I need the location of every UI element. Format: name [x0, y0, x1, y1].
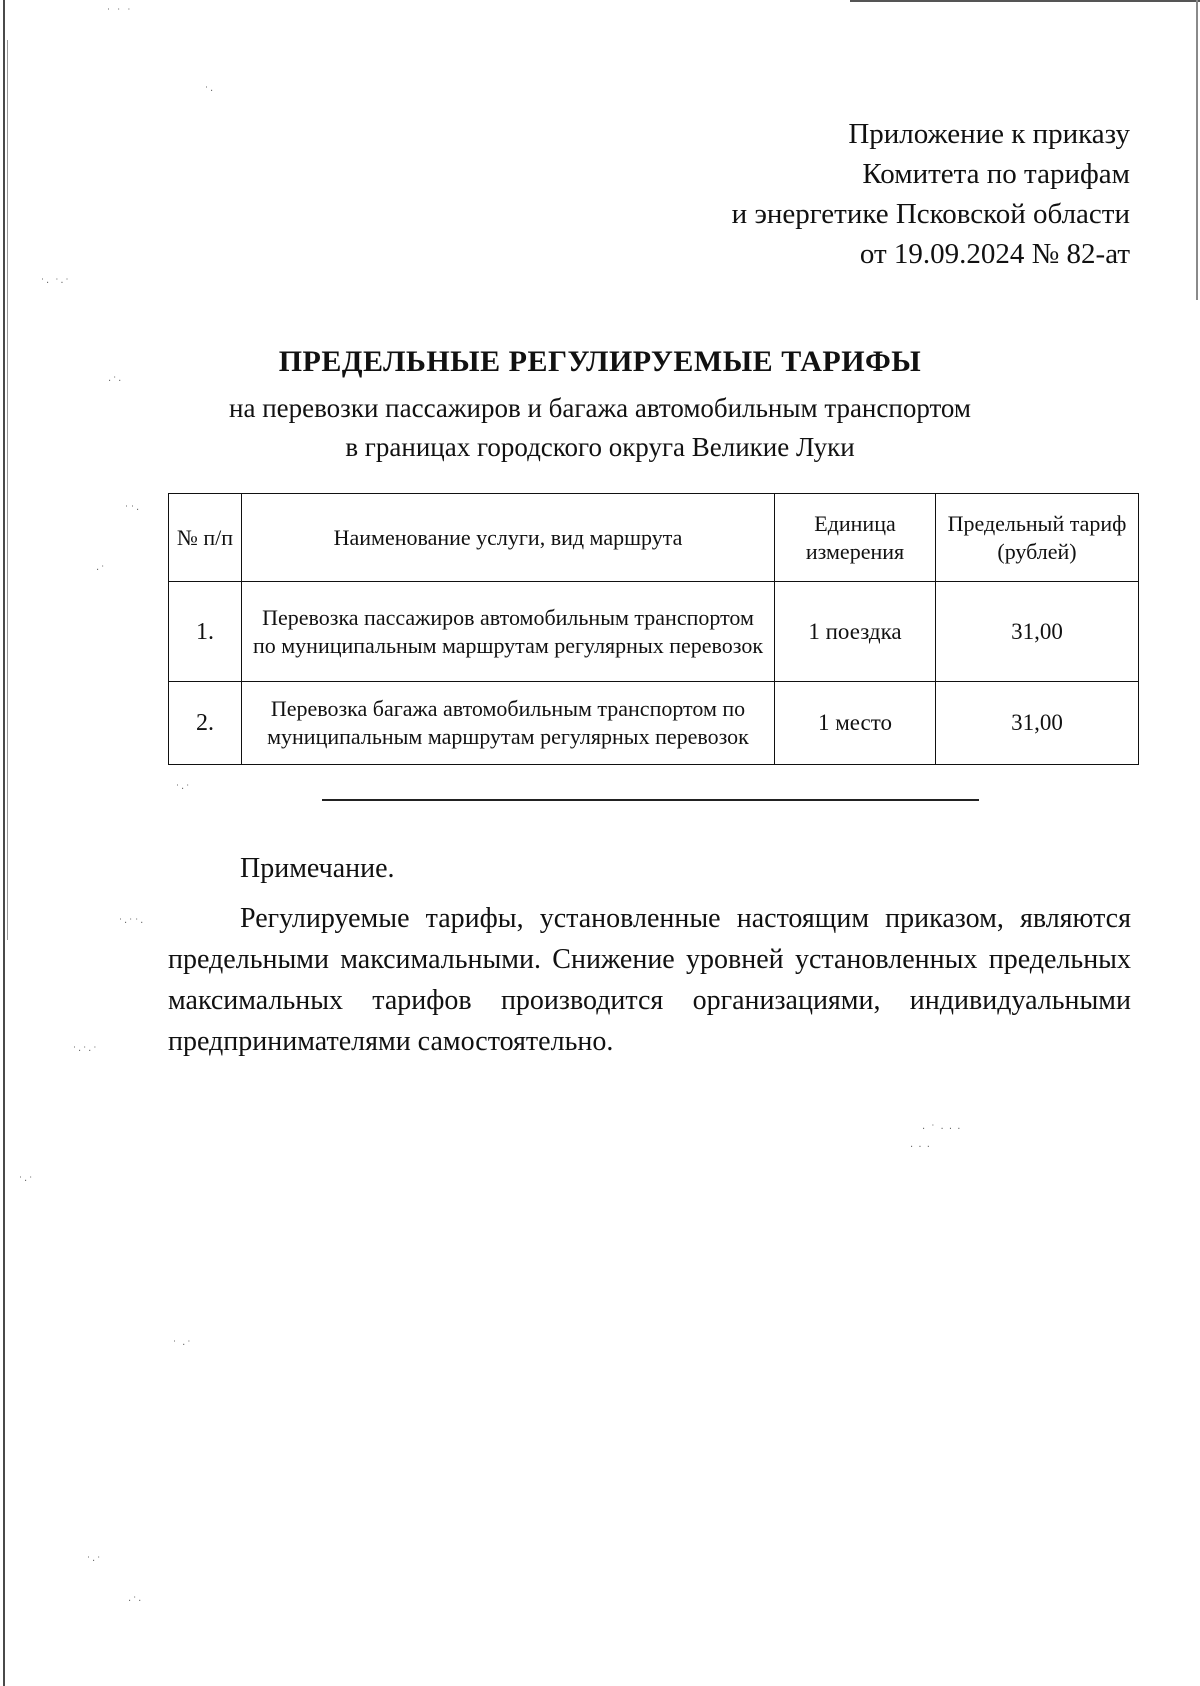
- appendix-header: [530, 114, 1130, 274]
- scan-speck: ˙˙·: [124, 505, 141, 516]
- separator-line: [322, 799, 979, 801]
- scan-speck: ·˙: [96, 565, 107, 576]
- unit-of-measure: 1 место: [775, 682, 936, 765]
- document-title: ПРЕДЕЛЬНЫЕ РЕГУЛИРУЕМЫЕ ТАРИФЫ: [278, 345, 922, 378]
- table-row: [169, 582, 1139, 682]
- scan-speck: ˙ ·˙: [172, 1340, 193, 1351]
- committee-line: Комитета по тарифам: [862, 158, 1130, 190]
- scan-edge-left: [3, 0, 5, 1686]
- row-number: 2.: [169, 682, 242, 765]
- scan-speck: · ˙ · · ·: [922, 1124, 962, 1135]
- scan-speck: ˙·: [204, 86, 215, 97]
- note-label: Примечание.: [240, 853, 395, 884]
- row-number: 1.: [169, 582, 242, 682]
- scan-speck: ·˙·: [108, 376, 123, 387]
- column-header-number: № п/п: [169, 494, 242, 582]
- scan-speck: ˙· ˙·˙: [40, 278, 71, 289]
- scan-speck: ˙·˙: [86, 1556, 103, 1567]
- unit-of-measure: 1 поездка: [775, 582, 936, 682]
- scan-edge-left-shadow: [7, 40, 8, 940]
- tariff-table: [168, 493, 1139, 765]
- document-subtitle-line2: в границах городского округа Великие Луки: [345, 432, 855, 462]
- scan-edge-right: [1196, 0, 1198, 300]
- scan-speck: ˙·˙: [18, 1176, 35, 1187]
- order-date-line: от 19.09.2024 № 82-ат: [859, 238, 1130, 270]
- scan-edge-top: [850, 0, 1200, 2]
- appendix-line: Приложение к приказу: [848, 118, 1130, 150]
- scan-speck: ·˙·: [128, 1596, 143, 1607]
- column-header-unit: Единица измерения: [775, 494, 936, 582]
- scan-speck: · · ·: [910, 1142, 931, 1153]
- column-header-tariff: Предельный тариф (рублей): [936, 494, 1139, 582]
- scan-speck: ˙ ˙ ˙: [106, 8, 133, 19]
- scan-speck: ˙·˙: [175, 784, 192, 795]
- tariff-value: 31,00: [936, 582, 1139, 682]
- service-name: Перевозка пассажиров автомобильным транспортом по муниципальным маршрутам регулярных перевозок: [242, 582, 775, 682]
- column-header-service: Наименование услуги, вид маршрута: [242, 494, 775, 582]
- document-subtitle-line1: на перевозки пассажиров и багажа автомобильным транспортом: [229, 393, 971, 423]
- table-header-row: [169, 494, 1139, 582]
- service-name: Перевозка багажа автомобильным транспортом по муниципальным маршрутам регулярных перевозок: [242, 682, 775, 765]
- scan-speck: ˙·˙·˙: [72, 1046, 99, 1057]
- scan-speck: ˙·˙˙·: [118, 918, 145, 929]
- region-line: и энергетике Псковской области: [731, 198, 1130, 230]
- note-text: Регулируемые тарифы, установленные настоящим приказом, являются предельными максимальными. Снижение уровней установленных предельных максимальных тарифов производится организациями, индивидуальными предпринимателями самостоятельно.: [168, 903, 1131, 1057]
- tariff-value: 31,00: [936, 682, 1139, 765]
- table-row: [169, 682, 1139, 765]
